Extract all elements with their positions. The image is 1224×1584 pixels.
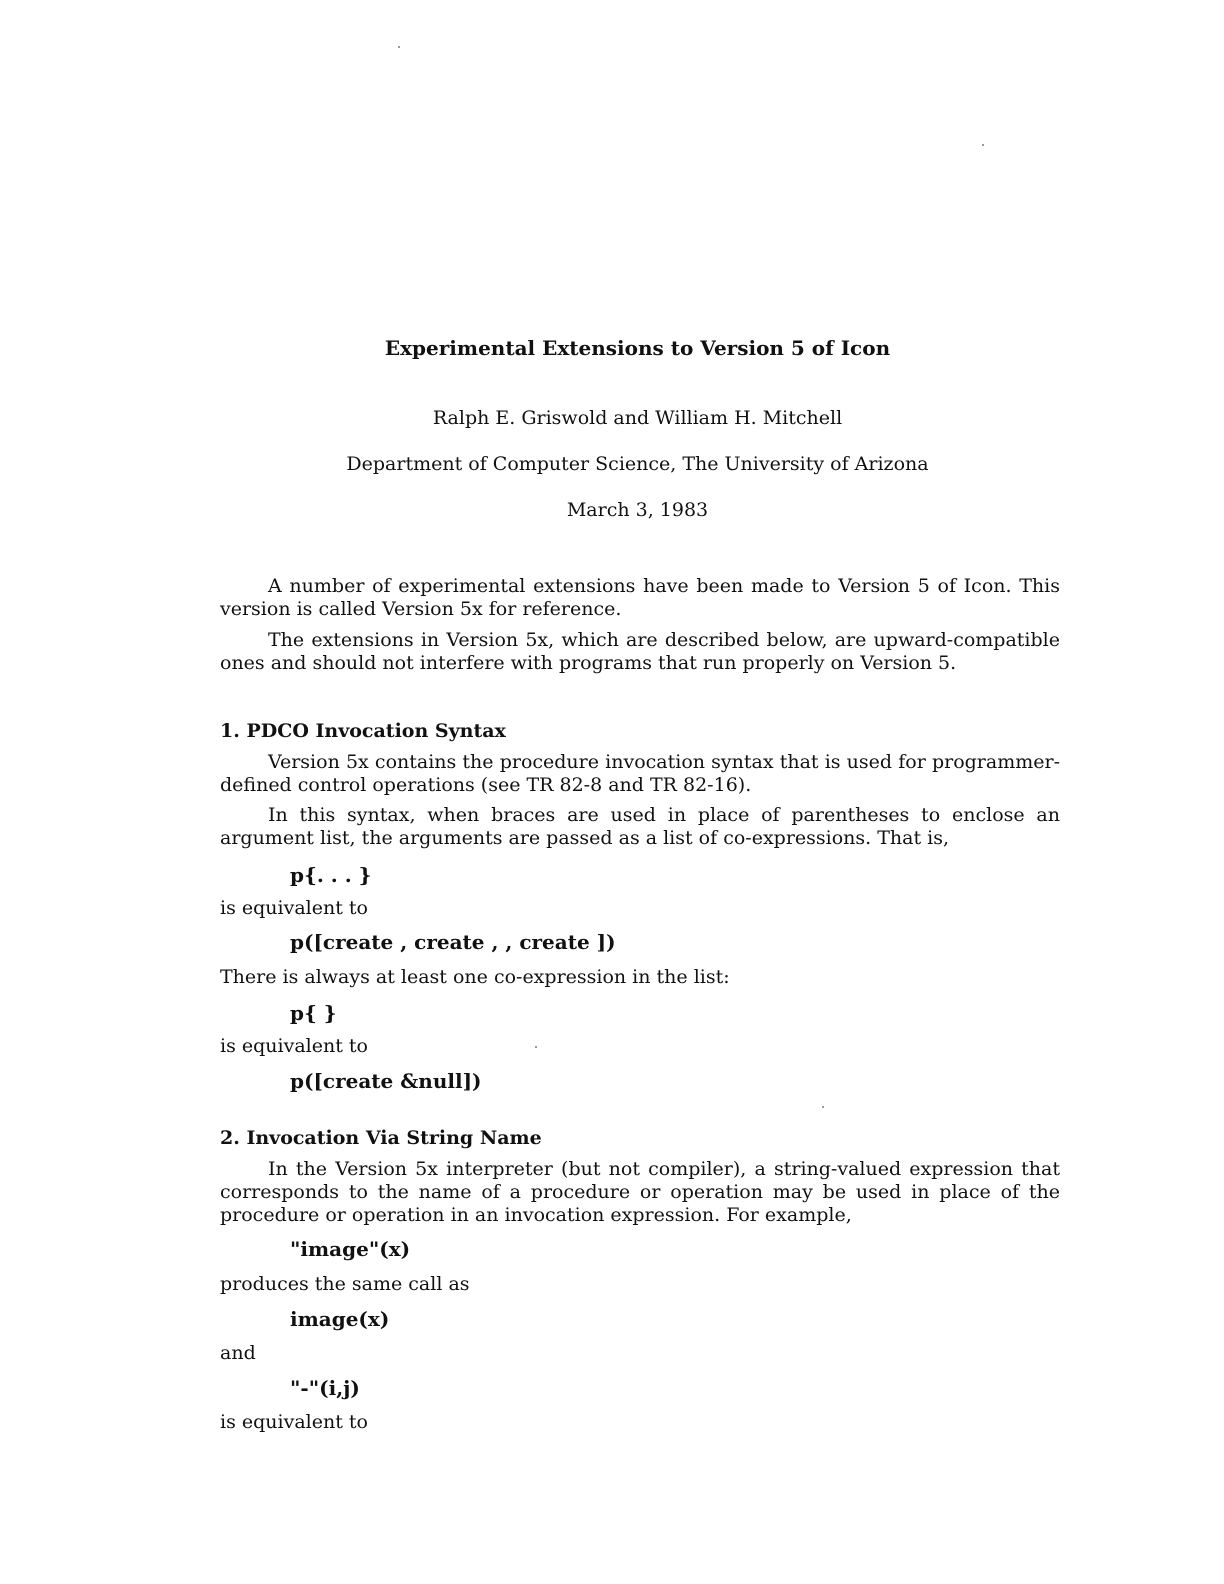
scan-speck [535,1046,537,1048]
intro-paragraph-2: The extensions in Version 5x, which are described below, are upward-compatible ones and should not interfere with programs that run properly on Version 5. [220,629,1060,674]
page-title: Experimental Extensions to Version 5 of Icon [384,336,891,360]
authors: Ralph E. Griswold and William H. Mitchell [432,407,843,429]
scan-speck [822,1106,824,1108]
section-2-paragraph-1: In the Version 5x interpreter (but not compiler), a string-valued expression that corresponds to the name of a procedure or operation may be used in place of the procedure or operation in an invocation expression. For example, [220,1158,1060,1226]
text-is-equivalent-3: is equivalent to [220,1411,368,1433]
text-is-equivalent-1: is equivalent to [220,897,368,919]
section-2-heading: 2. Invocation Via String Name [220,1127,542,1149]
text-is-equivalent-2: is equivalent to [220,1035,368,1057]
code-create-null: p([create &null]) [290,1069,482,1093]
text-and: and [220,1342,256,1364]
section-1-paragraph-2: In this syntax, when braces are used in place of parentheses to enclose an argument list, the arguments are passed as a list of co-expressions. That is, [220,804,1060,849]
code-string-invocation: "image"(x) [290,1237,411,1261]
code-pdco-braces: p{. . . } [290,863,372,887]
code-empty-braces: p{ } [290,1001,337,1025]
section-1-paragraph-1: Version 5x contains the procedure invocation syntax that is used for programmer-defined control operations (see TR 82-8 and TR 82-16). [220,751,1060,796]
code-minus-invocation: "-"(i,j) [290,1376,360,1400]
affiliation: Department of Computer Science, The University of Arizona [346,453,929,475]
date: March 3, 1983 [566,499,709,521]
text-same-call: produces the same call as [220,1273,470,1295]
code-image-call: image(x) [290,1307,390,1331]
code-create-list: p([create , create , , create ]) [290,930,616,954]
scan-speck [398,46,400,48]
section-1-heading: 1. PDCO Invocation Syntax [220,720,506,742]
text-always-one: There is always at least one co-expression in the list: [220,966,730,988]
scan-speck [982,144,984,146]
intro-paragraph-1: A number of experimental extensions have been made to Version 5 of Icon. This version is called Version 5x for reference. [220,575,1060,620]
